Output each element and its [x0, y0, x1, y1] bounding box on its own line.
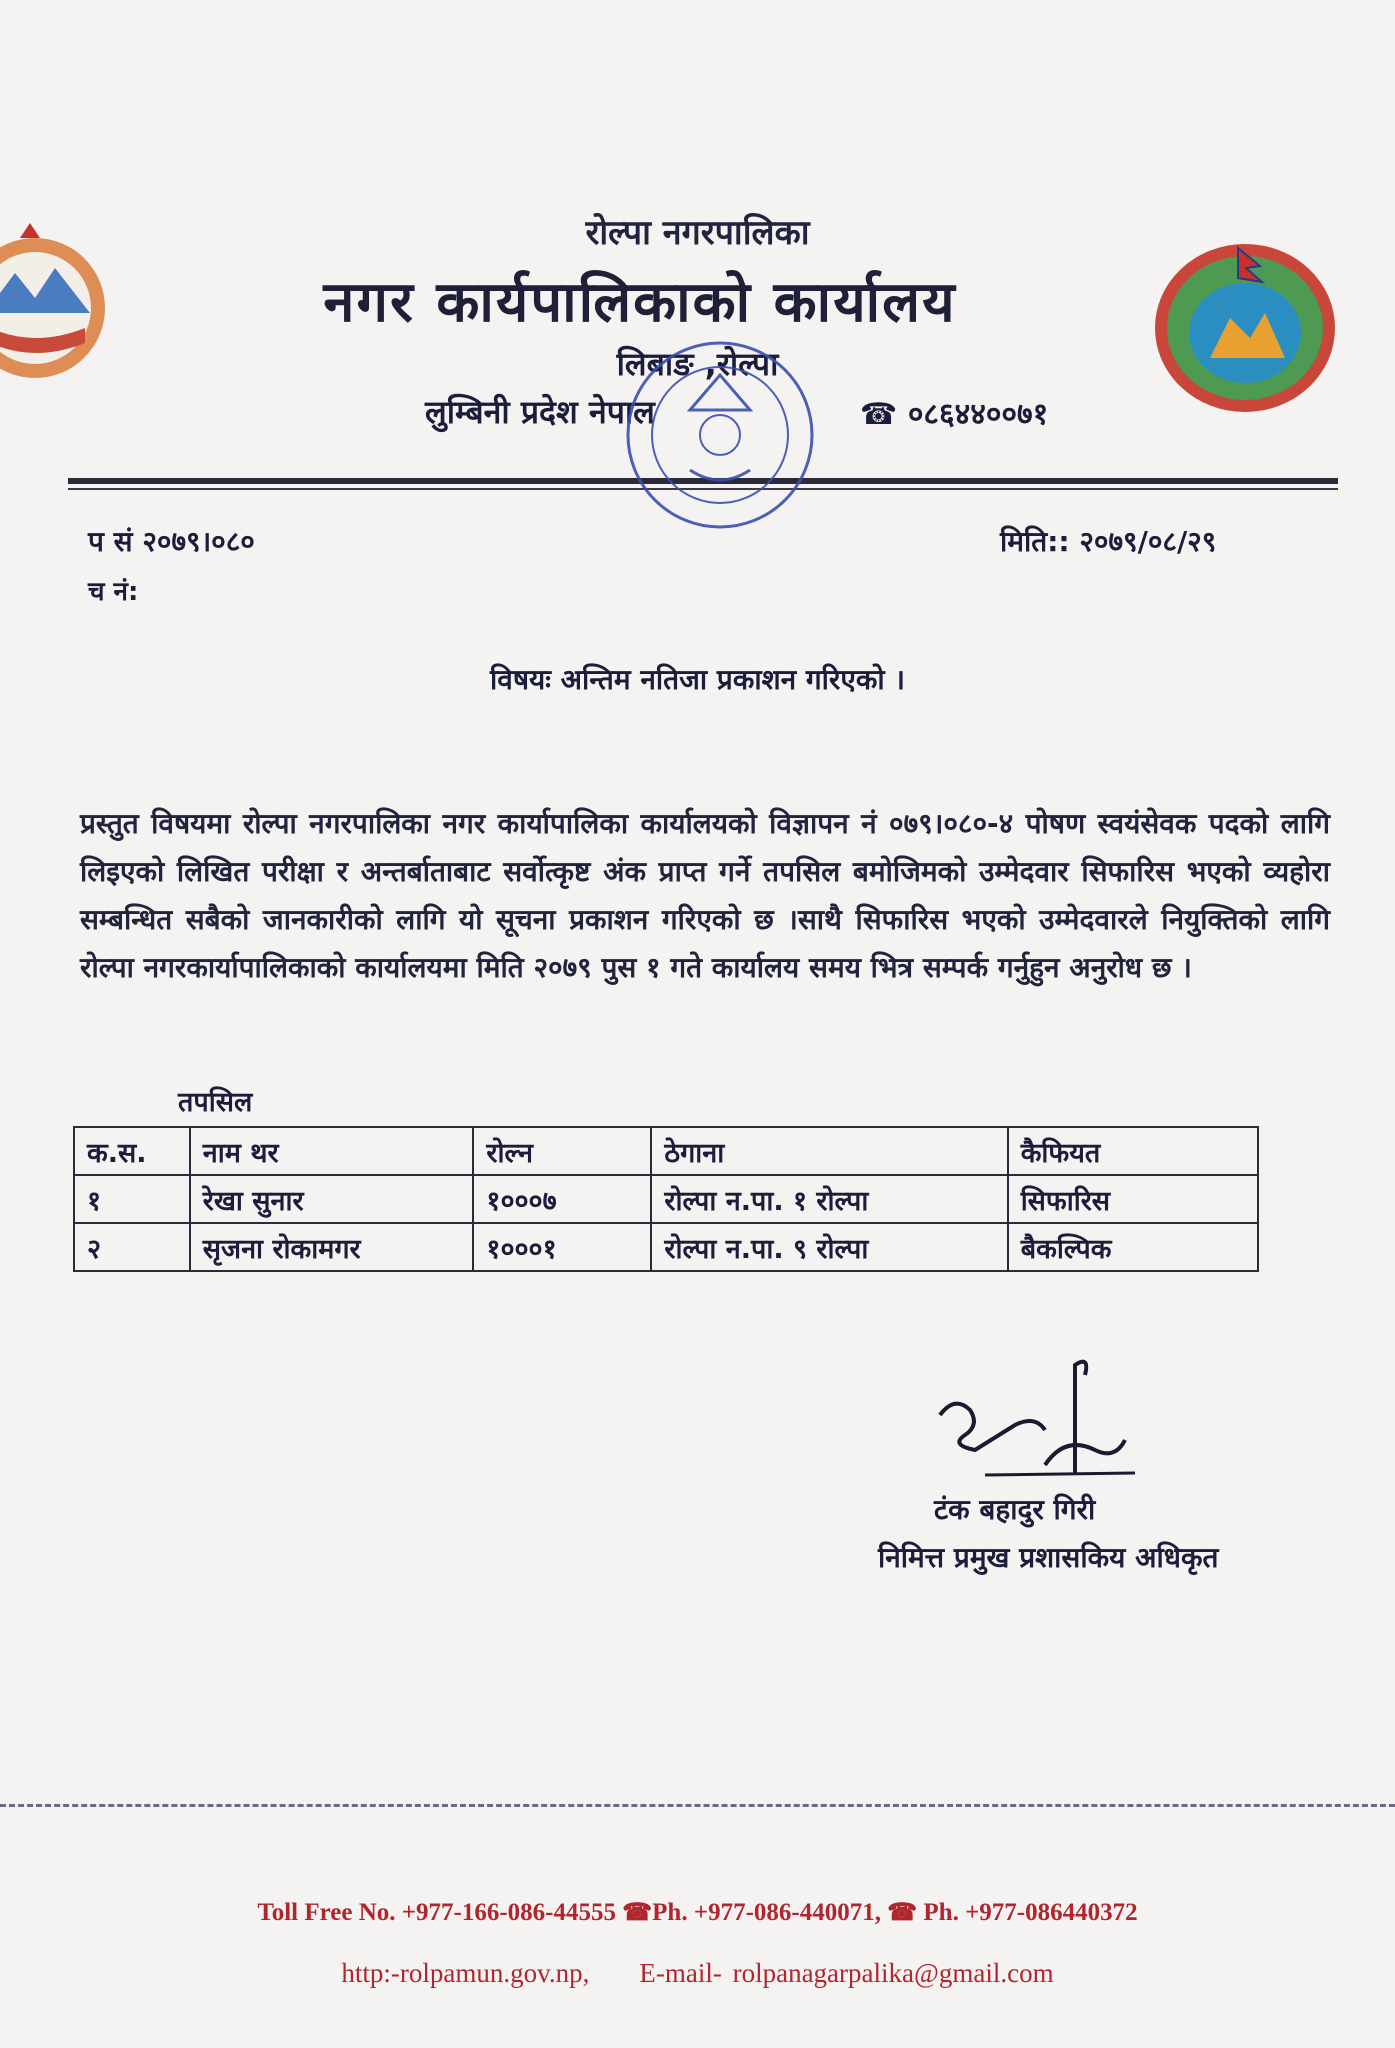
- letter-subject: विषयः अन्तिम नतिजा प्रकाशन गरिएको ।: [490, 663, 905, 696]
- header-remarks: कैफियत: [1008, 1127, 1258, 1175]
- table-row: [74, 1175, 1258, 1223]
- municipality-name: रोल्पा नगरपालिका: [585, 213, 810, 253]
- municipality-logo: [1150, 238, 1340, 418]
- phone-1: Ph. +977-086-440071,: [652, 1899, 881, 1926]
- cell-roll: १०००७: [473, 1175, 651, 1223]
- cell-roll: १०००१: [473, 1223, 651, 1271]
- schedule-label: तपसिल: [178, 1087, 253, 1118]
- cell-serial: १: [74, 1175, 190, 1223]
- telephone-icon: ☎: [887, 1900, 918, 1926]
- office-title: नगर कार्यपालिकाको कार्यालय: [323, 270, 957, 335]
- footer-phones: [0, 1898, 1395, 1927]
- signatory-name: टंक बहादुर गिरी: [934, 1493, 1096, 1526]
- header-serial: क.स.: [74, 1127, 190, 1175]
- tollfree-number: Toll Free No. +977-166-086-44555: [257, 1899, 616, 1926]
- header-name: नाम थर: [190, 1127, 474, 1175]
- official-stamp: [620, 330, 820, 540]
- website-link[interactable]: http:-rolpamun.gov.np,: [341, 1958, 590, 1988]
- table-header-row: [74, 1127, 1258, 1175]
- cell-name: रेखा सुनार: [190, 1175, 474, 1223]
- footer-contact: [0, 1958, 1395, 1989]
- table-row: [74, 1223, 1258, 1271]
- phone-number: ०८६४४००७१: [907, 397, 1049, 432]
- letter-date: मिति:: २०७९/०८/२९: [1000, 525, 1217, 558]
- office-phone: [860, 392, 1048, 433]
- handwritten-signature: [925, 1355, 1145, 1495]
- header-roll: रोल्न: [473, 1127, 651, 1175]
- cell-address: रोल्पा न.पा. ९ रोल्पा: [651, 1223, 1007, 1271]
- email-link[interactable]: E-mail- rolpanagarpalika@gmail.com: [639, 1958, 1054, 1988]
- telephone-icon: ☎: [622, 1900, 653, 1926]
- letter-reference-number: प सं २०७९।०८०: [88, 525, 255, 558]
- dispatch-number: च नं:: [88, 577, 139, 607]
- header-address: ठेगाना: [651, 1127, 1007, 1175]
- signatory-title: निमित्त प्रमुख प्रशासकिय अधिकृत: [878, 1541, 1219, 1574]
- cell-remarks: बैकल्पिक: [1008, 1223, 1258, 1271]
- results-table: [73, 1126, 1259, 1272]
- address-line-2: लुम्बिनी प्रदेश नेपाल: [425, 393, 655, 431]
- address-line-1: लिबाङ ,रोल्पा: [616, 345, 779, 383]
- phone-2: Ph. +977-086440372: [923, 1899, 1138, 1926]
- cell-remarks: सिफारिस: [1008, 1175, 1258, 1223]
- telephone-icon: ☎: [860, 397, 898, 432]
- cell-address: रोल्पा न.पा. १ रोल्पा: [651, 1175, 1007, 1223]
- letter-body: प्रस्तुत विषयमा रोल्पा नगरपालिका नगर कार्यापालिका कार्यालयको विज्ञापन नं ०७९।०८०-४ पोषण स्वयंसेवक पदको लागि लिइएको लिखित परीक्षा र अन्तर्बाताबाट सर्वोत्कृष्ट अंक प्राप्त गर्ने तपसिल बमोजिमको उम्मेदवार सिफारिस भएको व्यहोरा सम्बन्धित सबैको जानकारीको लागि यो सूचना प्रकाशन गरिएको छ ।साथै सिफारिस भएको उम्मेदवारले नियुक्तिको लागि रोल्पा नगरकार्यापालिकाको कार्यालयमा मिति २०७९ पुस १ गते कार्यालय समय भित्र सम्पर्क गर्नुहुन अनुरोध छ ।: [80, 807, 1330, 984]
- cell-serial: २: [74, 1223, 190, 1271]
- footer-divider: [0, 1804, 1395, 1807]
- cell-name: सृजना रोकामगर: [190, 1223, 474, 1271]
